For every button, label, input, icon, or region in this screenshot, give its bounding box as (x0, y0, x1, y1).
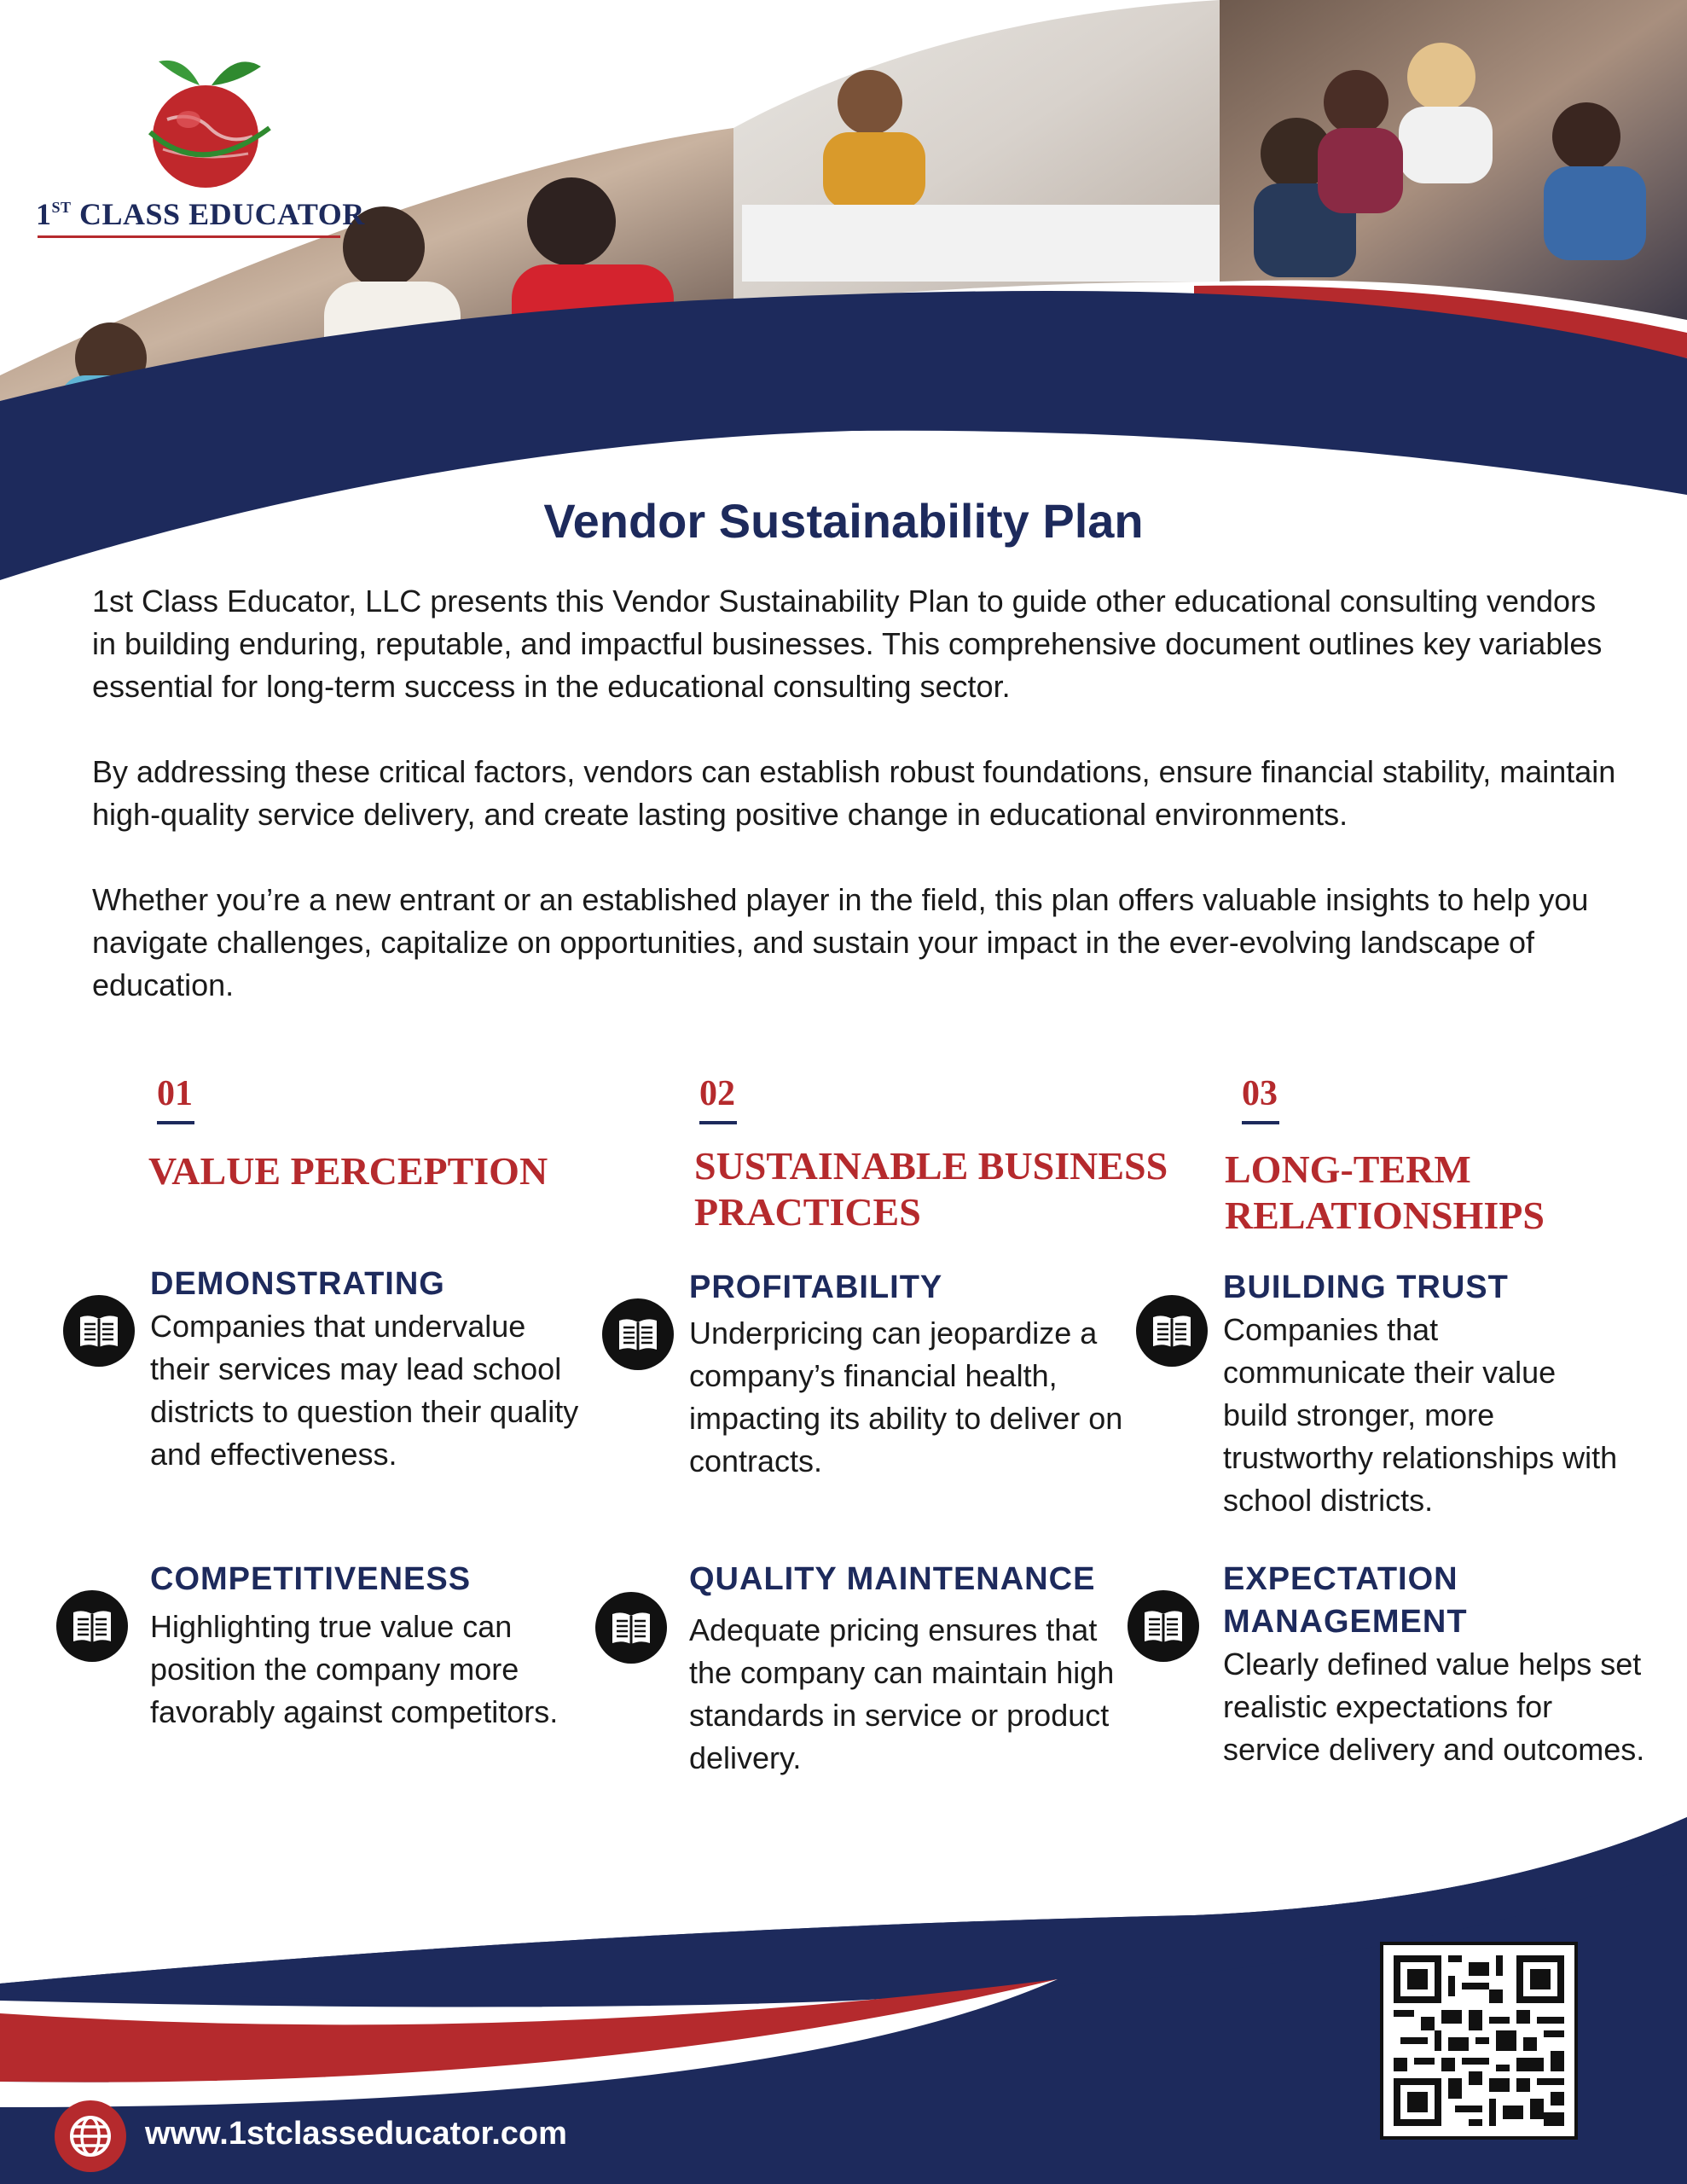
item-text: Adequate pricing ensures that the company can maintain high standards in service or product delivery. (689, 1612, 1115, 1775)
apple-globe-icon (133, 51, 278, 196)
number-underline (1242, 1121, 1279, 1124)
intro-paragraph: Whether you’re a new entrant or an established player in the field, this plan offers valuable insights to help you navigate challenges, capitalize on opportunities, and sustain your impact in the ever-evolving landscape of education. (92, 882, 1589, 1002)
website-link[interactable]: www.1stclasseducator.com (145, 2116, 567, 2152)
column-value-perception (157, 1073, 194, 1124)
qr-code[interactable] (1380, 1942, 1578, 2140)
number-underline (157, 1121, 194, 1124)
logo-underline (38, 235, 340, 238)
item-quality-maintenance (689, 1558, 1124, 1780)
company-logo (31, 51, 365, 239)
globe-icon (55, 2100, 126, 2172)
column-number: 03 (1242, 1074, 1278, 1113)
item-expectation-management (1223, 1558, 1649, 1771)
page-title: Vendor Sustainability Plan (543, 494, 1144, 548)
column-heading: LONG-TERM RELATIONSHIPS (1225, 1147, 1545, 1237)
number-underline (699, 1121, 737, 1124)
column-number: 02 (699, 1074, 735, 1113)
item-title: BUILDING TRUST (1223, 1269, 1509, 1305)
item-text: Clearly defined value helps set realistic expectations for service delivery and outcomes. (1223, 1647, 1645, 1767)
item-profitability (689, 1266, 1124, 1483)
item-building-trust (1223, 1266, 1624, 1522)
item-text: Underpricing can jeopardize a company’s financial health, impacting its ability to deliver on contracts. (689, 1316, 1123, 1478)
column-long-term-relationships (1242, 1073, 1279, 1124)
book-icon (595, 1592, 667, 1664)
logo-wordmark: 1ST CLASS EDUCATOR (36, 197, 365, 231)
item-title: COMPETITIVENESS (150, 1561, 472, 1597)
intro-section (92, 580, 1627, 1049)
book-icon (1136, 1295, 1208, 1367)
qr-code-pattern (1394, 1955, 1564, 2126)
column-number: 01 (157, 1074, 193, 1113)
intro-paragraph: By addressing these critical factors, vendors can establish robust foundations, ensure financial stability, maintain high-quality service delivery, and create lasting positive change in educational environments. (92, 754, 1616, 832)
column-heading: VALUE PERCEPTION (148, 1149, 548, 1193)
column-heading: SUSTAINABLE BUSINESS PRACTICES (694, 1144, 1168, 1234)
item-competitiveness (150, 1558, 594, 1734)
book-icon (602, 1298, 674, 1370)
book-icon (56, 1590, 128, 1662)
item-demonstrating (150, 1263, 594, 1476)
book-icon (63, 1295, 135, 1367)
item-title: DEMONSTRATING (150, 1266, 445, 1302)
item-title: EXPECTATION MANAGEMENT (1223, 1561, 1468, 1640)
item-text: Companies that communicate their value build stronger, more trustworthy relationships with school districts. (1223, 1312, 1618, 1518)
item-title: QUALITY MAINTENANCE (689, 1561, 1096, 1597)
intro-paragraph: 1st Class Educator, LLC presents this Vendor Sustainability Plan to guide other educational consulting vendors in building enduring, reputable, and impactful businesses. This comprehensive document outlines key variables essential for long-term success in the educational consulting sector. (92, 584, 1603, 704)
item-text: Companies that undervalue their services may lead school districts to question their quality and effectiveness. (150, 1309, 579, 1472)
book-icon (1128, 1590, 1199, 1662)
column-sustainable-practices (699, 1073, 737, 1124)
item-text: Highlighting true value can position the company more favorably against competitors. (150, 1609, 559, 1729)
item-title: PROFITABILITY (689, 1269, 943, 1305)
